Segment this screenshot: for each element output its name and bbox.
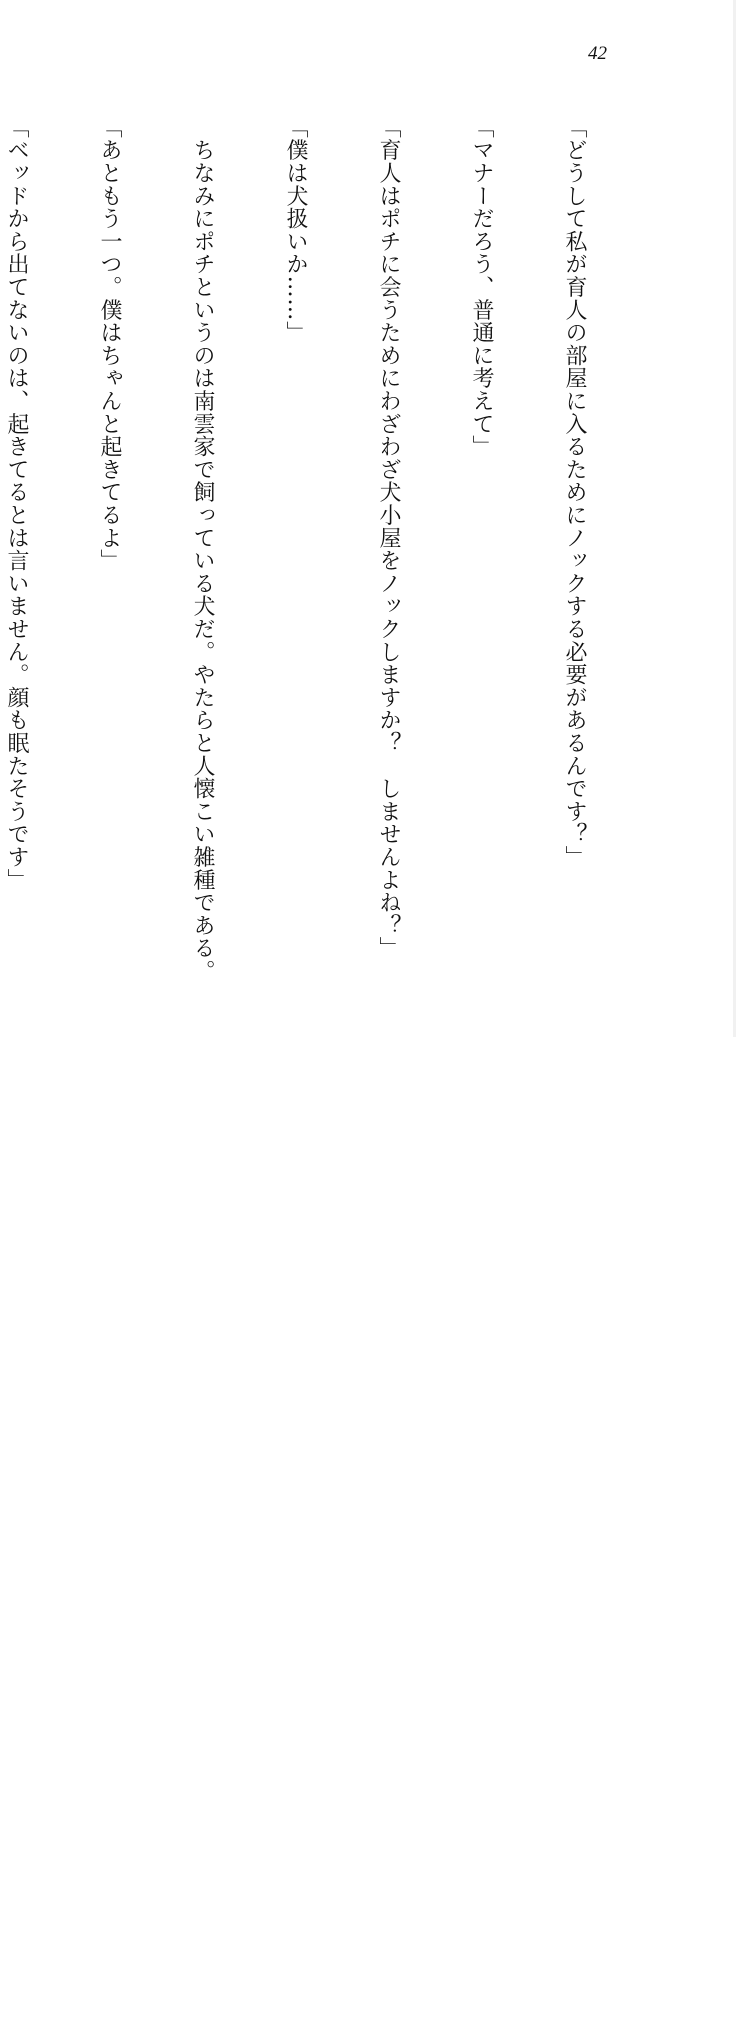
text-line: 「僕は犬扱いか……」 (283, 116, 308, 344)
text-line: 「ベッドから出てないのは、起きてるとは言いません。顔も眠たそうです」 (4, 116, 29, 892)
text-line: ちなみにポチというのは南雲家で飼っている犬だ。やたらと人懐こい雑種である。 (190, 116, 215, 983)
page-number: 42 (588, 43, 607, 64)
text-line: 「あともう一つ。僕はちゃんと起きてるよ」 (97, 116, 122, 572)
text-line: 「マナーだろう、普通に考えて」 (469, 116, 494, 458)
vertical-text-body (4, 116, 652, 983)
text-line: 「どうして私が育人の部屋に入るためにノックする必要があるんです？」 (562, 116, 587, 869)
text-line: 「育人はポチに会うためにわざわざ犬小屋をノックしますか？ しませんよね？」 (376, 116, 401, 960)
